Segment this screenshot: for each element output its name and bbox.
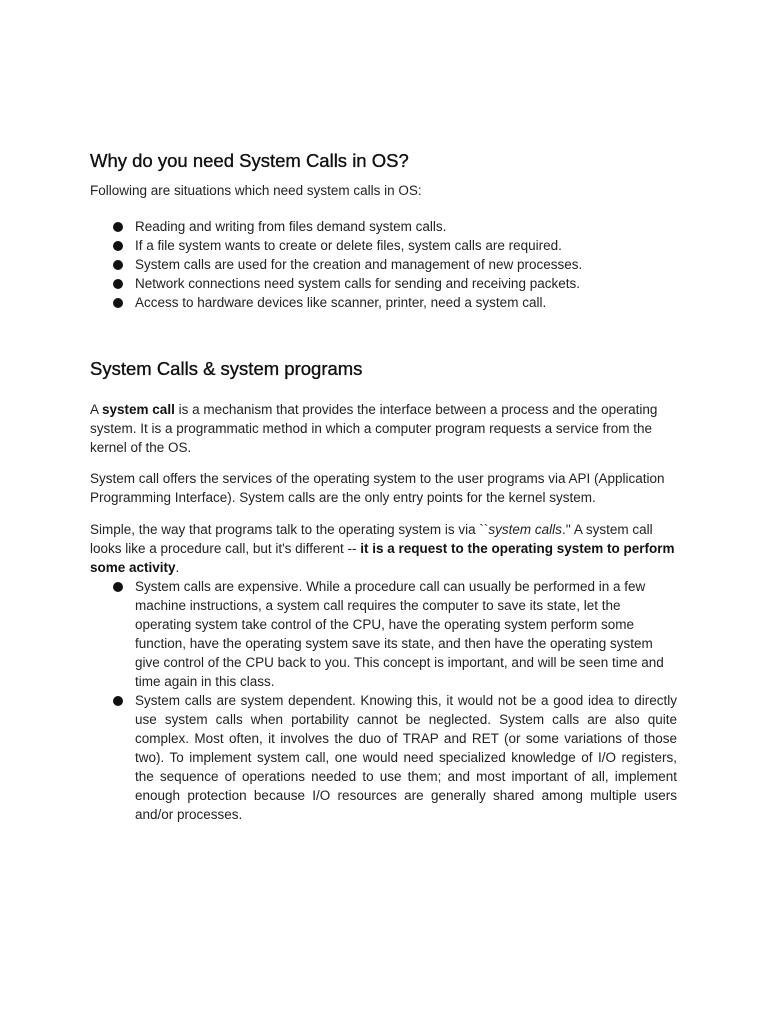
bullet-icon xyxy=(113,582,123,592)
bullet-icon xyxy=(113,241,123,251)
list-item xyxy=(90,255,677,274)
term-italic: system calls xyxy=(488,522,562,537)
list-item-text: System calls are used for the creation and management of new processes. xyxy=(135,257,583,272)
list-item xyxy=(90,217,677,236)
section-heading-system-programs: System Calls & system programs xyxy=(90,358,363,379)
list-item-text: Access to hardware devices like scanner, printer, need a system call. xyxy=(135,295,547,310)
text-run: .'' A system call looks like a procedure call, but it's different -- xyxy=(90,522,653,556)
list-item-text: System calls are system dependent. Knowing this, it would not be a good idea to directly use system calls when portability cannot be neglected. System calls are also quite complex. Most often, it involves the duo of TRAP and RET (or some variations of those two). To implement system call, one would need specialized knowledge of I/O registers, the sequence of operations needed to use them; and most important of all, implement enough protection because I/O resources are generally shared among multiple users and/or processes. xyxy=(135,693,677,822)
text-run: A xyxy=(90,402,103,417)
list-item xyxy=(90,691,677,824)
list-item-text: Reading and writing from files demand system calls. xyxy=(135,219,447,234)
api-paragraph: System call offers the services of the operating system to the user programs via API (Application Programming Interface). System calls are the only entry points for the kernel system. xyxy=(90,471,665,505)
bullet-icon xyxy=(113,696,123,706)
intro-paragraph: Following are situations which need system calls in OS: xyxy=(90,183,422,198)
emphasis-bold: it is a request to the operating system to perform some activity xyxy=(90,541,675,575)
list-item xyxy=(90,577,677,691)
section-heading-why-system-calls: Why do you need System Calls in OS? xyxy=(90,150,409,171)
system-call-notes-list xyxy=(90,577,677,824)
situations-list xyxy=(90,217,677,312)
list-item xyxy=(90,293,677,312)
text-run: Simple, the way that programs talk to the operating system is via `` xyxy=(90,522,489,537)
list-item-text: System calls are expensive. While a procedure call can usually be performed in a few machine instructions, a system call requires the computer to save its state, let the operating system take control of the CPU, have the operating system perform some function, have the operating system save its state, and then have the operating system give control of the CPU back to you. This concept is important, and will be seen time and time again in this class. xyxy=(135,579,664,689)
text-run: . xyxy=(175,560,180,575)
definition-paragraph xyxy=(90,400,677,457)
bullet-icon xyxy=(113,298,123,308)
bullet-icon xyxy=(113,222,123,232)
list-item xyxy=(90,236,677,255)
text-run: is a mechanism that provides the interface between a process and the operating system. It is a programmatic method in which a computer program requests a service from the kernel of the OS. xyxy=(90,402,658,455)
bullet-icon xyxy=(113,279,123,289)
list-item xyxy=(90,274,677,293)
bullet-icon xyxy=(113,260,123,270)
term-bold: system call xyxy=(102,402,175,417)
list-item-text: Network connections need system calls for sending and receiving packets. xyxy=(135,276,580,291)
list-item-text: If a file system wants to create or delete files, system calls are required. xyxy=(135,238,562,253)
request-paragraph xyxy=(90,520,677,577)
